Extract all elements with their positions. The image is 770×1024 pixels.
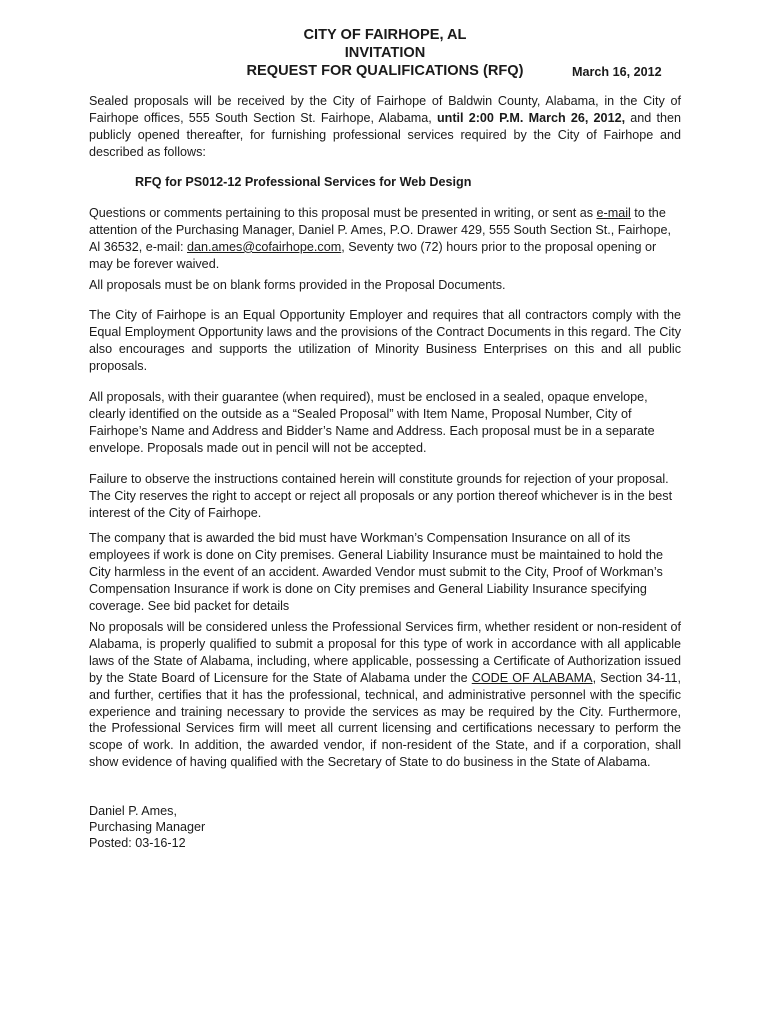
email-word-link[interactable]: e-mail <box>596 206 631 220</box>
signer-name: Daniel P. Ames, <box>89 804 177 818</box>
posted-date: Posted: 03-16-12 <box>89 836 186 851</box>
qualification-paragraph <box>89 619 681 771</box>
issue-date: March 16, 2012 <box>572 65 662 79</box>
questions-text-end: , Seventy two (72) hours prior to the proposal opening or may be forever waived. <box>89 239 657 271</box>
contact-email-link[interactable]: dan.ames@cofairhope.com <box>187 239 342 254</box>
qualification-text: No proposals will be considered unless the Professional Services firm, whether resident or non-resident of Alabama, is properly qualified to submit a proposal for this type of work in accordance with all applicable laws of the State of Alabama, including, where applicable, possessing a Certificate of Authorization issued by the State Board of Licensure for the State of Alabama under the <box>89 620 681 685</box>
rfq-project-title: RFQ for PS012-12 Professional Services for Web Design <box>135 175 472 189</box>
intro-text-continued: and then publicly opened thereafter, for furnishing professional services required by the City of Fairhope and described as follows: <box>89 110 681 159</box>
intro-text: Sealed proposals will be received by the City of Fairhope of Baldwin County, Alabama, in the City of Fairhope offices, 555 South Section St. Fairhope, Alabama, <box>89 94 681 125</box>
deadline-text: until 2:00 P.M. March 26, 2012, <box>436 110 626 125</box>
invitation-title: INVITATION <box>344 45 426 61</box>
insurance-paragraph: The company that is awarded the bid must have Workman’s Compensation Insurance on all of its employees if work is done on City premises. General Liability Insurance must be maintained to hold the City harmless in the event of an accident. Awarded Vendor must submit to the City, Proof of Workman’s Compensation Insurance if work is done on City premises and General Liability Insurance specifying coverage. See bid packet for details <box>89 531 664 613</box>
qualification-text-continued: , Section 34-11, and further, certifies that it has the professional, technical, and administrative personnel with the specific experience and training necessary to provide the services as may be required by the City. Furthermore, the Professional Services firm will meet all current licensing and certifications necessary to perform the scope of work. In addition, the awarded vendor, if non-resident of the State, and if a corporation, shall show evidence of having qualified with the Secretary of State to do business in the State of Alabama. <box>89 670 681 770</box>
signer-title: Purchasing Manager <box>89 820 206 835</box>
equal-opportunity-paragraph: The City of Fairhope is an Equal Opportunity Employer and requires that all contractors comply with the Equal Employment Opportunity laws and the provisions of the Contract Documents in this regard. The City also encourages and supports the utilization of Minority Business Enterprises on this and all public proposals. <box>89 308 681 373</box>
questions-text: Questions or comments pertaining to this proposal must be presented in writing, or sent as <box>89 206 597 220</box>
blank-forms-paragraph: All proposals must be on blank forms provided in the Proposal Documents. <box>89 278 506 292</box>
city-title: CITY OF FAIRHOPE, AL <box>303 27 467 43</box>
signature-block <box>89 803 205 852</box>
code-of-alabama-link[interactable]: CODE OF ALABAMA <box>471 670 593 685</box>
intro-paragraph <box>89 93 681 161</box>
envelope-paragraph: All proposals, with their guarantee (when required), must be enclosed in a sealed, opaque envelope, clearly identified on the outside as a “Sealed Proposal” with Item Name, Proposal Number, City of Fairhope’s Name and Address and Bidder’s Name and Address. Each proposal must be in a separate envelope. Proposals made out in pencil will not be accepted. <box>89 390 655 455</box>
questions-paragraph <box>89 205 681 273</box>
failure-paragraph: Failure to observe the instructions contained herein will constitute grounds for rejection of your proposal. The City reserves the right to accept or reject all proposals or any portion thereof whichever is in the best interest of the City of Fairhope. <box>89 472 673 520</box>
rfq-heading: REQUEST FOR QUALIFICATIONS (RFQ) <box>246 63 524 79</box>
questions-text-continued: to the attention of the Purchasing Manager, Daniel P. Ames, P.O. Drawer 429, 555 South Section St., Fairhope, Al 36532, e-mail: <box>89 206 671 254</box>
